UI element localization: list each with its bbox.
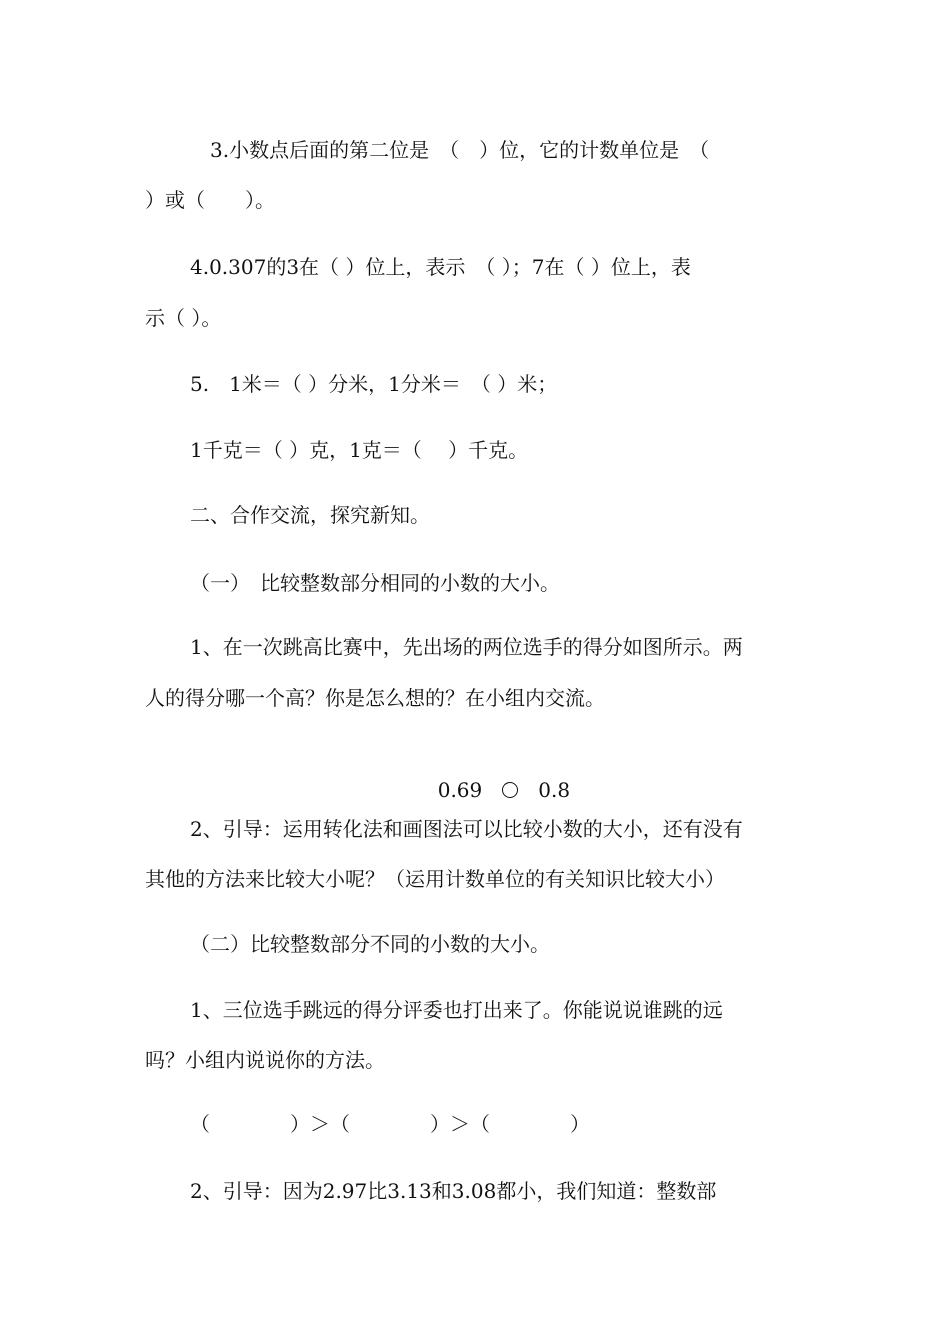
subsection-heading-1: （一） 比较整数部分相同的小数的大小。 <box>190 571 560 595</box>
compare-circle-icon <box>502 782 518 798</box>
text-line-2: ）或（ ）。 <box>145 188 275 212</box>
compare-right-value: 0.8 <box>538 778 571 802</box>
text-line-12: 其他的方法来比较大小呢？（运用计数单位的有关知识比较大小） <box>145 867 725 891</box>
text-line-10: 人的得分哪一个高？你是怎么想的？在小组内交流。 <box>145 686 605 710</box>
text-line-14: 1、三位选手跳远的得分评委也打出来了。你能说说谁跳的远 <box>190 998 723 1022</box>
text-line-5: 5. 1米＝（ ）分米，1分米＝ （ ）米； <box>190 372 558 396</box>
text-line-3: 4.0.307的3在（ ）位上，表示 （ ）；7在（ ）位上，表 <box>190 255 691 279</box>
text-line-15: 吗？小组内说说你的方法。 <box>145 1048 385 1072</box>
text-line-9: 1、在一次跳高比赛中，先出场的两位选手的得分如图所示。两 <box>190 635 743 659</box>
section-heading-2: 二、合作交流，探究新知。 <box>190 503 430 527</box>
text-line-6: 1千克＝（ ）克，1克＝（ ）千克。 <box>190 438 529 462</box>
comparison-expression <box>425 748 570 804</box>
text-line-17: 2、引导：因为2.97比3.13和3.08都小，我们知道：整数部 <box>190 1179 717 1203</box>
text-line-4: 示（ ）。 <box>145 306 222 330</box>
compare-left-value: 0.69 <box>437 778 483 802</box>
subsection-heading-2: （二）比较整数部分不同的小数的大小。 <box>190 932 550 956</box>
text-line-1: 3.小数点后面的第二位是 （ ）位，它的计数单位是 （ <box>210 138 710 162</box>
ordering-blanks: （ ）＞（ ）＞（ ） <box>190 1112 590 1136</box>
text-line-11: 2、引导：运用转化法和画图法可以比较小数的大小，还有没有 <box>190 817 743 841</box>
